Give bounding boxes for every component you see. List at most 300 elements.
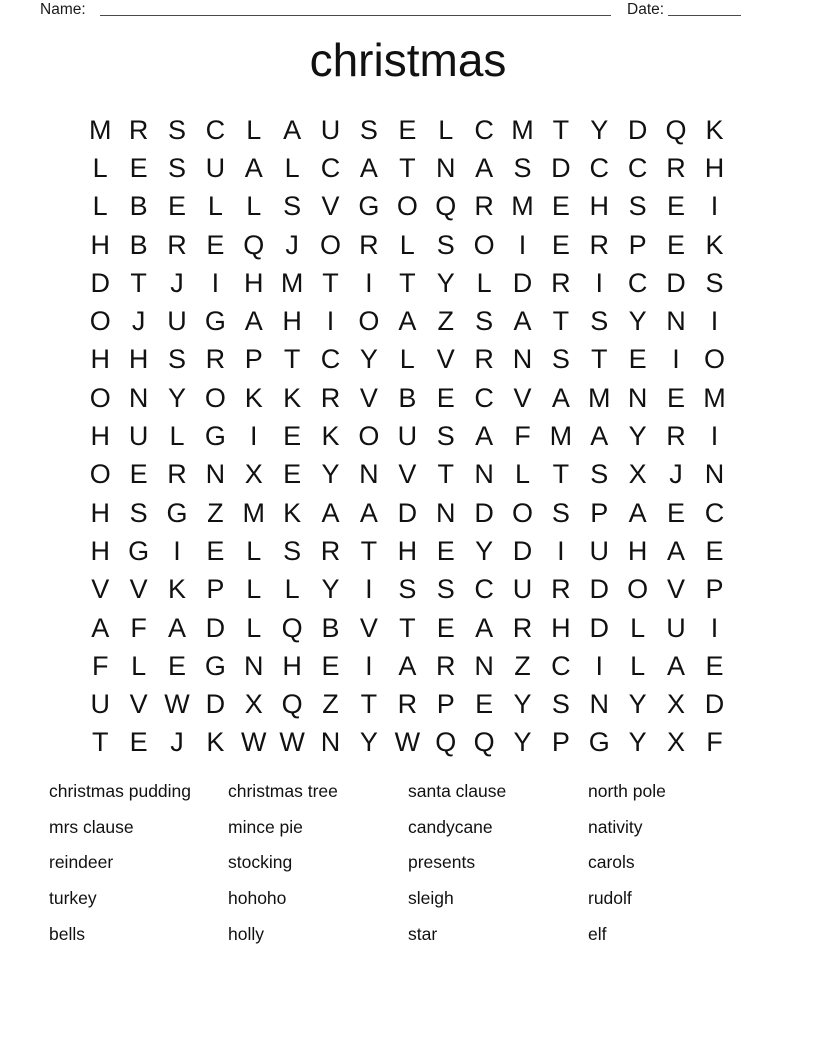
grid-letter: J [285, 229, 299, 260]
word-list-item: north pole [588, 781, 666, 801]
grid-letter: U [512, 574, 533, 605]
grid-letter: L [92, 152, 108, 183]
grid-letter: C [627, 267, 648, 298]
grid-letter: E [436, 382, 455, 413]
grid-letter: S [359, 114, 378, 145]
grid-letter: E [705, 535, 724, 566]
grid-letter: H [244, 267, 264, 298]
grid-letter: W [279, 727, 305, 758]
word-list-item: star [408, 923, 438, 944]
grid-letter: N [474, 459, 494, 490]
word-list-item: mince pie [228, 816, 303, 837]
name-blank-line [100, 0, 611, 16]
grid-letter: K [705, 229, 724, 260]
word-column-4 [588, 774, 766, 952]
word-list-item: reindeer [49, 852, 114, 873]
grid-letter: G [204, 306, 226, 337]
grid-letter: U [128, 421, 149, 452]
grid-letter: M [88, 114, 112, 145]
grid-letter: K [206, 727, 225, 758]
word-list-item: stocking [228, 852, 293, 873]
grid-letter: C [704, 497, 725, 528]
grid-letter: A [667, 650, 686, 681]
grid-letter: T [399, 152, 416, 183]
word-list-item: mrs clause [49, 816, 134, 837]
grid-letter: C [627, 152, 648, 183]
grid-letter: R [167, 229, 187, 260]
grid-letter: R [474, 191, 494, 222]
grid-letter: U [320, 114, 341, 145]
grid-letter: P [705, 574, 724, 605]
grid-letter: D [589, 612, 610, 643]
grid-letter: H [90, 497, 110, 528]
grid-letter: A [167, 612, 186, 643]
grid-letter: L [169, 421, 185, 452]
puzzle-title: christmas [309, 34, 507, 86]
grid-letter: G [588, 727, 610, 758]
grid-letter: I [710, 421, 719, 452]
word-column-2 [228, 774, 406, 952]
grid-letter: S [436, 421, 455, 452]
grid-letter: U [90, 689, 110, 720]
grid-letter: D [704, 689, 725, 720]
grid-letter: Y [475, 535, 494, 566]
word-list-item: bells [49, 923, 85, 944]
grid-letter: A [91, 612, 110, 643]
word-list-item: hohoho [228, 888, 287, 909]
grid-letter: S [129, 497, 148, 528]
grid-letter: T [91, 727, 109, 758]
grid-letter: U [589, 535, 610, 566]
grid-letter: W [241, 727, 267, 758]
grid-letter: D [205, 612, 226, 643]
grid-letter: O [89, 459, 111, 490]
grid-letter: V [436, 344, 455, 375]
grid-letter: S [551, 689, 570, 720]
grid-letter: O [511, 497, 533, 528]
grid-letter: I [710, 306, 719, 337]
grid-letter: N [359, 459, 379, 490]
grid-letter: X [667, 727, 686, 758]
grid-letter: C [474, 574, 494, 605]
grid-letter: H [627, 535, 648, 566]
grid-row [81, 609, 734, 647]
grid-letter: L [438, 114, 454, 145]
grid-letter: K [244, 382, 263, 413]
grid-letter: Y [628, 421, 647, 452]
grid-letter: M [242, 497, 265, 528]
grid-letter: L [92, 191, 108, 222]
grid-letter: A [475, 421, 494, 452]
grid-letter: I [365, 574, 373, 605]
grid-letter: S [167, 152, 186, 183]
grid-letter: R [320, 382, 341, 413]
grid-letter: F [514, 421, 531, 452]
grid-letter: O [89, 382, 111, 413]
grid-row [81, 417, 734, 455]
grid-letter: G [204, 650, 226, 681]
grid-letter: K [283, 382, 302, 413]
grid-row [81, 111, 734, 149]
grid-letter: L [284, 574, 300, 605]
grid-letter: O [358, 421, 380, 452]
grid-letter: F [91, 650, 109, 681]
grid-letter: M [511, 114, 534, 145]
grid-letter: Y [321, 459, 340, 490]
grid-letter: L [131, 650, 147, 681]
grid-letter: W [394, 727, 421, 758]
grid-letter: E [283, 421, 302, 452]
grid-row [81, 149, 734, 187]
grid-letter: D [474, 497, 494, 528]
grid-letter: E [667, 497, 686, 528]
grid-letter: K [167, 574, 186, 605]
grid-letter: Y [359, 344, 378, 375]
grid-letter: V [667, 574, 686, 605]
grid-letter: P [628, 229, 647, 260]
grid-letter: H [128, 344, 149, 375]
grid-row [81, 341, 734, 379]
grid-letter: V [129, 574, 148, 605]
grid-letter: O [320, 229, 342, 260]
word-list-item: carols [588, 852, 635, 873]
grid-letter: M [511, 191, 534, 222]
grid-letter: A [244, 306, 263, 337]
grid-row [81, 302, 734, 340]
grid-letter: C [589, 152, 610, 183]
grid-letter: A [513, 306, 532, 337]
grid-row [81, 264, 734, 302]
grid-letter: P [436, 689, 455, 720]
grid-letter: Z [207, 497, 224, 528]
grid-letter: A [628, 497, 647, 528]
grid-letter: N [666, 306, 686, 337]
grid-letter: Y [167, 382, 186, 413]
grid-letter: B [129, 229, 148, 260]
grid-letter: N [128, 382, 149, 413]
grid-letter: T [360, 689, 378, 720]
grid-letter: I [595, 267, 604, 298]
grid-letter: N [205, 459, 226, 490]
word-list-item: rudolf [588, 888, 632, 909]
grid-row [81, 456, 734, 494]
grid-letter: O [204, 382, 226, 413]
grid-letter: S [705, 267, 724, 298]
grid-letter: V [129, 689, 148, 720]
grid-letter: S [436, 574, 455, 605]
grid-letter: T [399, 612, 416, 643]
grid-letter: L [399, 344, 415, 375]
grid-letter: C [474, 114, 494, 145]
grid-letter: J [131, 306, 146, 337]
grid-letter: H [90, 421, 110, 452]
grid-letter: I [365, 650, 373, 681]
grid-letter: Y [321, 574, 340, 605]
grid-letter: O [89, 306, 111, 337]
grid-letter: L [630, 650, 646, 681]
grid-letter: S [475, 306, 494, 337]
grid-letter: C [320, 152, 341, 183]
grid-letter: H [589, 191, 610, 222]
grid-letter: S [436, 229, 455, 260]
grid-letter: E [167, 191, 186, 222]
grid-letter: A [551, 382, 570, 413]
grid-letter: Y [436, 267, 455, 298]
grid-letter: E [129, 152, 148, 183]
grid-letter: R [205, 344, 226, 375]
grid-letter: N [512, 344, 533, 375]
grid-letter: I [365, 267, 373, 298]
grid-letter: T [360, 535, 378, 566]
grid-letter: L [246, 574, 262, 605]
grid-letter: G [128, 535, 150, 566]
grid-letter: D [666, 267, 686, 298]
grid-letter: A [244, 152, 263, 183]
grid-letter: O [473, 229, 495, 260]
grid-letter: B [321, 612, 340, 643]
grid-letter: D [90, 267, 110, 298]
grid-letter: V [398, 459, 417, 490]
grid-letter: Y [628, 306, 647, 337]
grid-letter: Y [628, 727, 647, 758]
grid-letter: H [282, 650, 302, 681]
grid-letter: Y [513, 689, 532, 720]
grid-letter: S [590, 459, 609, 490]
word-search-grid [81, 111, 734, 762]
grid-letter: G [166, 497, 188, 528]
grid-letter: R [589, 229, 610, 260]
grid-letter: I [518, 229, 527, 260]
grid-letter: S [167, 344, 186, 375]
grid-letter: Z [437, 306, 454, 337]
word-list-item: elf [588, 923, 607, 944]
name-label: Name: [40, 1, 86, 18]
grid-letter: N [320, 727, 341, 758]
grid-letter: E [167, 650, 186, 681]
grid-letter: S [283, 535, 302, 566]
grid-letter: Q [243, 229, 265, 260]
grid-letter: N [589, 689, 610, 720]
grid-letter: X [244, 459, 263, 490]
grid-letter: I [211, 267, 220, 298]
grid-letter: W [164, 689, 190, 720]
grid-letter: Q [281, 612, 303, 643]
grid-letter: A [359, 497, 378, 528]
grid-letter: C [320, 344, 341, 375]
grid-letter: Y [513, 727, 532, 758]
grid-letter: P [244, 344, 263, 375]
grid-letter: V [359, 382, 378, 413]
grid-letter: D [551, 152, 571, 183]
grid-letter: I [595, 650, 604, 681]
grid-letter: I [557, 535, 565, 566]
grid-letter: I [710, 191, 719, 222]
grid-letter: S [590, 306, 609, 337]
grid-letter: B [129, 191, 148, 222]
grid-letter: C [205, 114, 226, 145]
grid-letter: T [283, 344, 301, 375]
grid-letter: M [549, 421, 573, 452]
grid-letter: Y [359, 727, 378, 758]
grid-letter: O [358, 306, 380, 337]
word-list-item: santa clause [408, 781, 507, 801]
word-list-item: sleigh [408, 888, 454, 909]
grid-letter: G [358, 191, 380, 222]
grid-letter: K [321, 421, 340, 452]
grid-letter: K [283, 497, 302, 528]
grid-letter: F [130, 612, 147, 643]
grid-letter: A [398, 650, 417, 681]
grid-row [81, 571, 734, 609]
grid-letter: N [627, 382, 648, 413]
grid-letter: S [513, 152, 532, 183]
grid-letter: A [398, 306, 417, 337]
grid-letter: Q [281, 689, 303, 720]
grid-letter: T [552, 114, 570, 145]
grid-letter: D [397, 497, 418, 528]
grid-letter: O [396, 191, 418, 222]
grid-letter: L [630, 612, 646, 643]
grid-letter: N [474, 650, 494, 681]
grid-letter: S [551, 497, 570, 528]
grid-letter: E [667, 229, 686, 260]
grid-letter: Q [435, 191, 457, 222]
grid-letter: E [475, 689, 494, 720]
grid-letter: Z [514, 650, 531, 681]
grid-letter: A [475, 152, 494, 183]
grid-letter: E [129, 727, 148, 758]
grid-letter: A [590, 421, 609, 452]
grid-letter: H [704, 152, 725, 183]
grid-letter: J [170, 267, 184, 298]
word-column-1 [49, 774, 227, 952]
grid-letter: E [129, 459, 148, 490]
grid-row [81, 647, 734, 685]
grid-letter: R [666, 421, 686, 452]
grid-letter: T [322, 267, 339, 298]
grid-letter: J [170, 727, 184, 758]
grid-letter: E [398, 114, 417, 145]
date-label: Date: [627, 1, 665, 18]
grid-letter: H [282, 306, 302, 337]
grid-letter: L [246, 535, 262, 566]
grid-letter: E [436, 535, 455, 566]
grid-letter: I [326, 306, 335, 337]
grid-letter: K [705, 114, 724, 145]
grid-letter: S [628, 191, 647, 222]
grid-letter: D [589, 574, 610, 605]
grid-row [81, 226, 734, 264]
grid-letter: X [667, 689, 686, 720]
grid-letter: X [244, 689, 263, 720]
grid-letter: I [173, 535, 181, 566]
word-list-item: christmas pudding [49, 781, 192, 801]
grid-letter: T [552, 306, 570, 337]
grid-letter: A [667, 535, 686, 566]
grid-letter: B [398, 382, 417, 413]
grid-letter: Q [473, 727, 495, 758]
grid-letter: F [706, 727, 723, 758]
grid-letter: E [436, 612, 455, 643]
grid-letter: C [551, 650, 571, 681]
grid-letter: A [359, 152, 378, 183]
grid-letter: V [91, 574, 110, 605]
grid-letter: T [130, 267, 147, 298]
grid-letter: D [512, 535, 533, 566]
grid-letter: U [167, 306, 187, 337]
grid-letter: P [590, 497, 609, 528]
grid-letter: N [435, 497, 456, 528]
grid-letter: A [475, 612, 494, 643]
grid-letter: N [704, 459, 725, 490]
grid-letter: X [628, 459, 647, 490]
word-list-item: holly [228, 923, 264, 944]
grid-letter: R [128, 114, 149, 145]
grid-letter: Z [322, 689, 339, 720]
grid-letter: P [551, 727, 570, 758]
grid-letter: E [206, 535, 225, 566]
grid-letter: T [399, 267, 416, 298]
grid-letter: H [90, 229, 110, 260]
grid-letter: E [628, 344, 647, 375]
grid-letter: R [551, 574, 571, 605]
grid-letter: N [435, 152, 456, 183]
grid-letter: L [246, 612, 262, 643]
grid-letter: R [474, 344, 494, 375]
grid-letter: T [591, 344, 608, 375]
word-list-item: christmas tree [228, 781, 338, 801]
date-blank-line [668, 0, 741, 16]
grid-row [81, 685, 734, 723]
grid-letter: I [250, 421, 258, 452]
grid-letter: A [283, 114, 302, 145]
grid-letter: Q [435, 727, 457, 758]
grid-letter: D [512, 267, 533, 298]
grid-letter: D [205, 689, 226, 720]
grid-letter: J [669, 459, 683, 490]
grid-letter: A [321, 497, 340, 528]
grid-letter: G [204, 421, 226, 452]
grid-letter: H [90, 344, 110, 375]
grid-letter: R [167, 459, 187, 490]
grid-letter: M [280, 267, 304, 298]
grid-row [81, 532, 734, 570]
grid-letter: M [588, 382, 611, 413]
grid-letter: L [399, 229, 415, 260]
grid-row [81, 724, 734, 762]
grid-letter: R [320, 535, 341, 566]
grid-row [81, 188, 734, 226]
grid-letter: T [552, 459, 570, 490]
word-list-item: nativity [588, 816, 643, 837]
grid-letter: E [283, 459, 302, 490]
grid-letter: V [359, 612, 378, 643]
grid-letter: R [359, 229, 379, 260]
grid-letter: L [246, 114, 262, 145]
grid-letter: H [397, 535, 418, 566]
grid-letter: L [207, 191, 223, 222]
grid-letter: E [321, 650, 340, 681]
word-column-3 [408, 774, 586, 952]
grid-letter: S [167, 114, 186, 145]
grid-letter: V [321, 191, 340, 222]
grid-letter: H [551, 612, 571, 643]
grid-letter: S [398, 574, 417, 605]
grid-letter: E [551, 229, 570, 260]
grid-letter: D [627, 114, 648, 145]
grid-row [81, 494, 734, 532]
word-list-item: presents [408, 852, 476, 873]
